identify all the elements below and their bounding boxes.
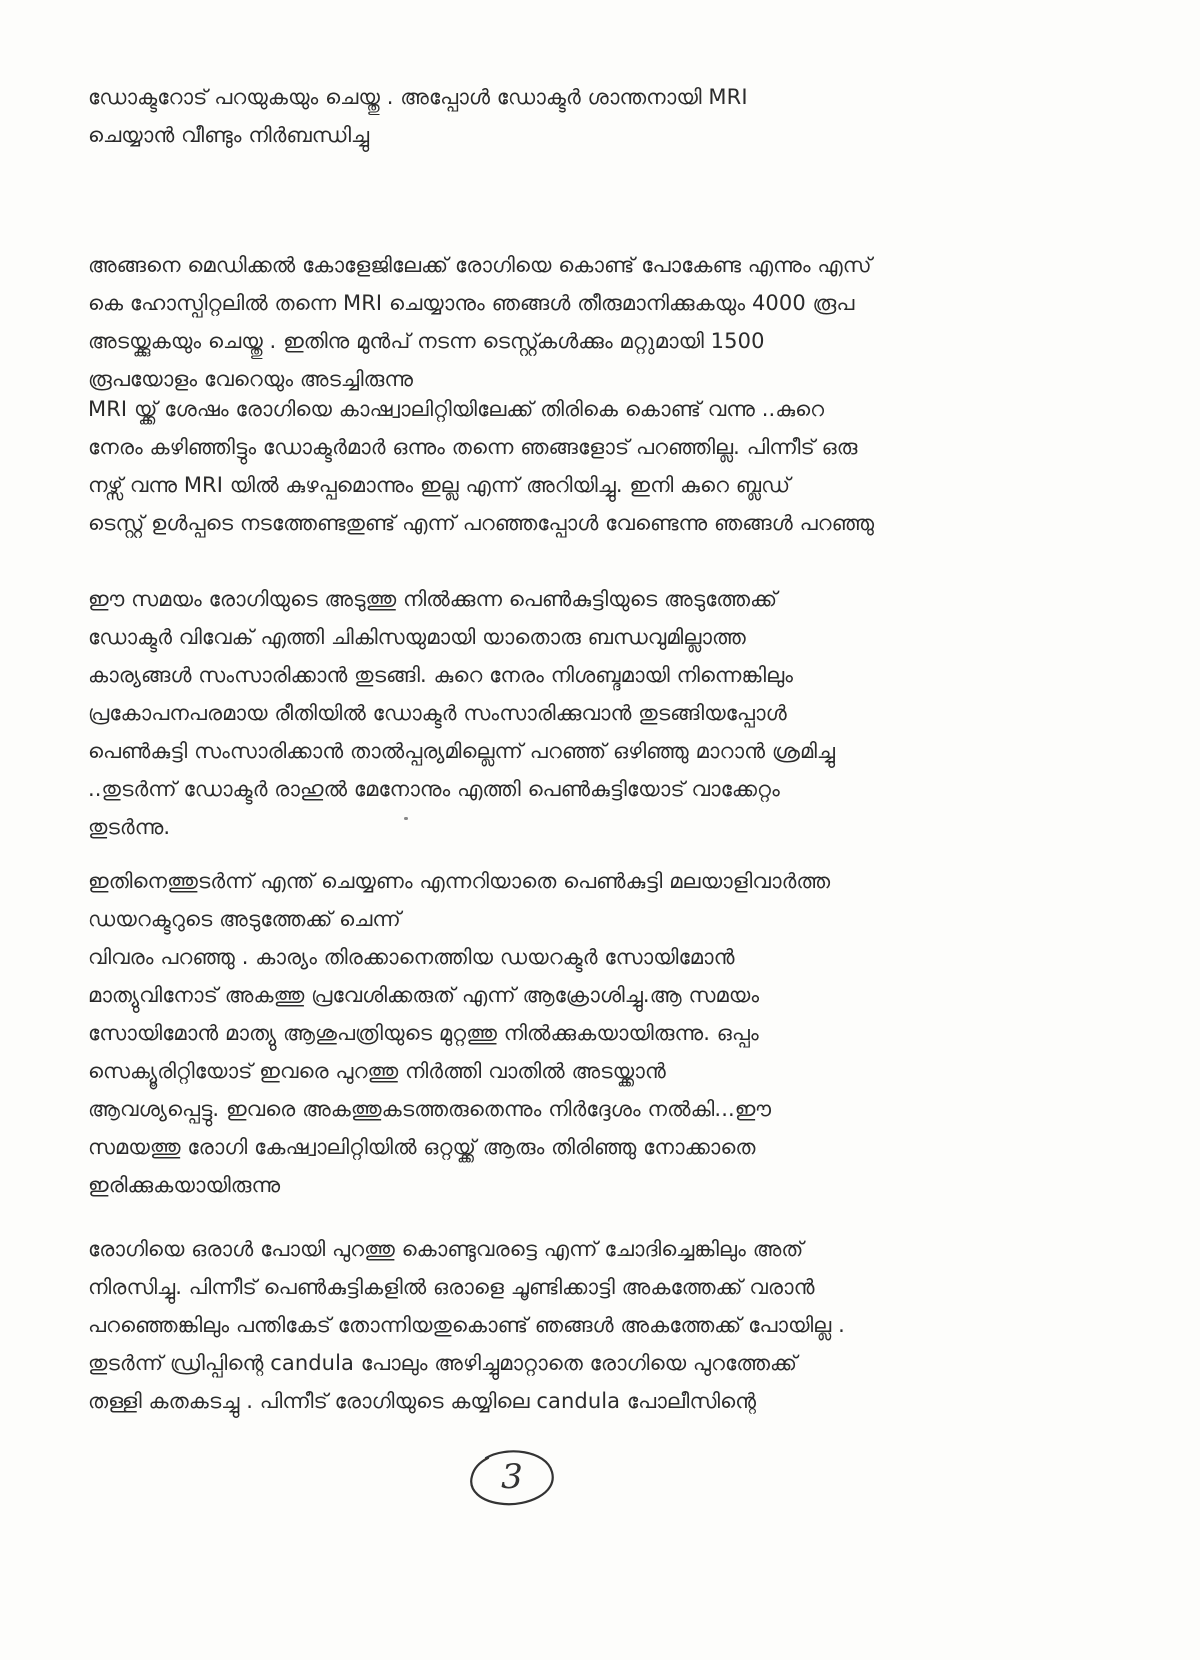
text-line: നിരസിച്ചു. പിന്നീട് പെൺകുട്ടികളിൽ ഒരാളെ ചൂണ്ടിക്കാട്ടി അകത്തേക്ക് വരാൻ: [88, 1275, 815, 1299]
text-line: തുടർന്നു.: [88, 815, 171, 839]
text-line: അടയ്ക്കുകയും ചെയ്തു . ഇതിനു മുൻപ് നടന്ന ടെസ്റ്റ്കൾക്കും മറ്റുമായി 1500: [88, 329, 765, 353]
paragraph-5: [88, 862, 1088, 1204]
text-line: കെ ഹോസ്പിറ്റലിൽ തന്നെ MRI ചെയ്യാനും ഞങ്ങൾ തീരുമാനിക്കുകയും 4000 രൂപ: [88, 291, 855, 315]
text-line: ..തുടർന്ന് ഡോക്ടർ രാഹുൽ മേനോനും എത്തി പെൺകുട്ടിയോട് വാക്കേറ്റം: [88, 777, 780, 801]
text-line: ഇരിക്കുകയായിരുന്നു: [88, 1173, 281, 1197]
text-line: തുടർന്ന് ഡ്രിപ്പിന്റെ candula പോലും അഴിച്ചുമാറ്റാതെ രോഗിയെ പുറത്തേക്ക്: [88, 1351, 798, 1375]
text-line: രൂപയോളം വേറെയും അടച്ചിരുന്നു: [88, 367, 414, 391]
text-line: പ്രകോപനപരമായ രീതിയിൽ ഡോക്ടർ സംസാരിക്കുവാൻ തുടങ്ങിയപ്പോൾ: [88, 701, 787, 725]
paragraph-6: [88, 1230, 1088, 1420]
paragraph-2: [88, 246, 1088, 398]
text-line: ആവശ്യപ്പെട്ടു. ഇവരെ അകത്തുകടത്തരുതെന്നും നിർദ്ദേശം നൽകി...ഈ: [88, 1097, 772, 1121]
text-line: MRI യ്ക്ക് ശേഷം രോഗിയെ കാഷ്വാലിറ്റിയിലേക്ക് തിരികെ കൊണ്ട് വന്നു ..കുറെ: [88, 397, 825, 421]
text-line: ടെസ്റ്റ് ഉൾപ്പടെ നടത്തേണ്ടതുണ്ട് എന്ന് പറഞ്ഞപ്പോൾ വേണ്ടെന്നു ഞങ്ങൾ പറഞ്ഞു: [88, 511, 875, 535]
text-line: ഡോക്ടർ വിവേക് എത്തി ചികിസയുമായി യാതൊരു ബന്ധവുമില്ലാത്ത: [88, 625, 746, 649]
text-line: സോയിമോൻ മാത്യു ആശുപത്രിയുടെ മുറ്റത്തു നിൽക്കുകയായിരുന്നു. ഒപ്പം: [88, 1021, 759, 1045]
handwritten-page-number: [466, 1444, 558, 1510]
text-line: ഡോക്ടറോട് പറയുകയും ചെയ്തു . അപ്പോൾ ഡോക്ടർ ശാന്തനായി MRI: [88, 85, 748, 109]
scan-speck: [404, 817, 408, 820]
text-line: നഴ്സ് വന്നു MRI യിൽ കുഴപ്പമൊന്നും ഇല്ല എന്ന് അറിയിച്ചു. ഇനി കുറെ ബ്ലഡ്: [88, 473, 791, 497]
page-number: 3: [501, 1457, 523, 1497]
paragraph-1: [88, 78, 1088, 154]
text-line: അങ്ങനെ മെഡിക്കൽ കോളേജിലേക്ക് രോഗിയെ കൊണ്ട് പോകേണ്ട എന്നും എസ്: [88, 253, 872, 277]
text-line: കാര്യങ്ങൾ സംസാരിക്കാൻ തുടങ്ങി. കുറെ നേരം നിശബ്ദമായി നിന്നെങ്കിലും: [88, 663, 794, 687]
text-line: വിവരം പറഞ്ഞു . കാര്യം തിരക്കാനെത്തിയ ഡയറക്ടർ സോയിമോൻ: [88, 945, 735, 969]
text-line: ഈ സമയം രോഗിയുടെ അടുത്തു നിൽക്കുന്ന പെൺകുട്ടിയുടെ അടുത്തേക്ക്: [88, 587, 778, 611]
text-line: പറഞ്ഞെങ്കിലും പന്തികേട് തോന്നിയതുകൊണ്ട് ഞങ്ങൾ അകത്തേക്ക് പോയില്ല .: [88, 1313, 845, 1337]
text-line: സമയത്തു രോഗി കേഷ്വാലിറ്റിയിൽ ഒറ്റയ്ക്ക് ആരും തിരിഞ്ഞു നോക്കാതെ: [88, 1135, 756, 1159]
text-line: ഇതിനെത്തുടർന്ന് എന്ത് ചെയ്യണം എന്നറിയാതെ പെൺകുട്ടി മലയാളിവാർത്ത: [88, 869, 831, 893]
text-line: തള്ളി കതകടച്ചു . പിന്നീട് രോഗിയുടെ കയ്യിലെ candula പോലീസിന്റെ: [88, 1389, 757, 1413]
paragraph-4: [88, 580, 1088, 846]
text-line: നേരം കഴിഞ്ഞിട്ടും ഡോക്ടർമാർ ഒന്നും തന്നെ ഞങ്ങളോട് പറഞ്ഞില്ല. പിന്നീട് ഒരു: [88, 435, 858, 459]
text-line: ഡയറക്ടറുടെ അടുത്തേക്ക് ചെന്ന്: [88, 907, 401, 931]
text-line: സെക്യൂരിറ്റിയോട് ഇവരെ പുറത്തു നിർത്തി വാതിൽ അടയ്ക്കാൻ: [88, 1059, 666, 1083]
text-line: പെൺകുട്ടി സംസാരിക്കാൻ താൽപ്പര്യമില്ലെന്ന് പറഞ്ഞ് ഒഴിഞ്ഞു മാറാൻ ശ്രമിച്ചു: [88, 739, 836, 763]
text-line: ചെയ്യാൻ വീണ്ടും നിർബന്ധിച്ചു: [88, 123, 370, 147]
text-line: രോഗിയെ ഒരാൾ പോയി പുറത്തു കൊണ്ടുവരട്ടെ എന്ന് ചോദിച്ചെങ്കിലും അത്: [88, 1237, 804, 1261]
paragraph-3: [88, 390, 1088, 542]
text-line: മാത്യുവിനോട് അകത്തു പ്രവേശിക്കരുത് എന്ന് ആക്രോശിച്ചു.ആ സമയം: [88, 983, 760, 1007]
